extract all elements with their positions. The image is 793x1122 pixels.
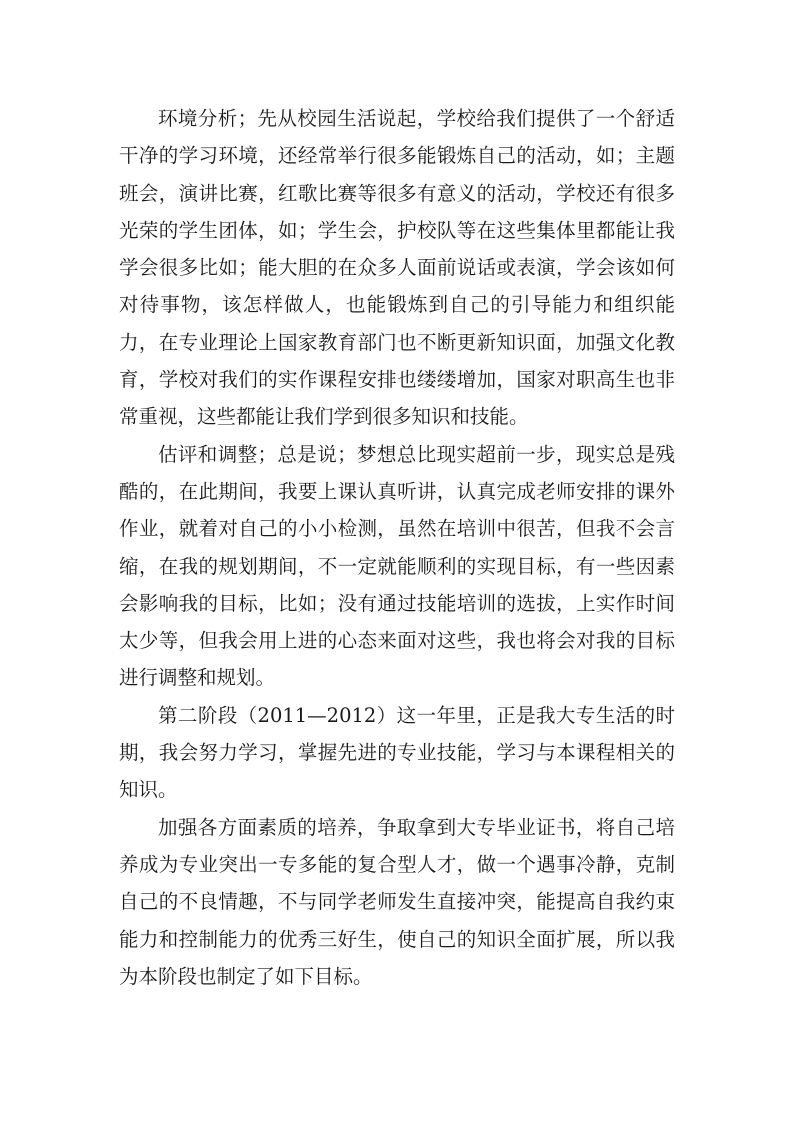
paragraph-quality-training: 加强各方面素质的培养，争取拿到大专毕业证书，将自己培养成为专业突出一专多能的复合型人才，做一个遇事冷静，克制自己的不良情趣，不与同学老师发生直接冲突，能提高自我约束能力和控制能力的优秀三好生，使自己的知识全面扩展，所以我为本阶段也制定了如下目标。 — [119, 815, 675, 988]
paragraph-evaluation-adjustment: 估评和调整；总是说；梦想总比现实超前一步，现实总是残酷的，在此期间，我要上课认真听讲，认真完成老师安排的课外作业，就着对自己的小小检测，虽然在培训中很苦，但我不会言缩，在我的规划期间，不一定就能顺利的实现目标，有一些因素会影响我的目标，比如；没有通过技能培训的选拔，上实作时间太少等，但我会用上进的心态来面对这些，我也将会对我的目标进行调整和规划。 — [119, 442, 675, 690]
paragraph-stage-two: 第二阶段（2011—2012）这一年里，正是我大专生活的时期，我会努力学习，掌握先进的专业技能，学习与本课程相关的知识。 — [119, 703, 675, 802]
document-body — [119, 100, 675, 995]
paragraph-environment-analysis: 环境分析；先从校园生活说起，学校给我们提供了一个舒适干净的学习环境，还经常举行很多能锻炼自己的活动，如；主题班会，演讲比赛，红歌比赛等很多有意义的活动，学校还有很多光荣的学生团体，如；学生会，护校队等在这些集体里都能让我学会很多比如；能大胆的在众多人面前说话或表演，学会该如何对待事物，该怎样做人，也能锻炼到自己的引导能力和组织能力，在专业理论上国家教育部门也不断更新知识面，加强文化教育，学校对我们的实作课程安排也缕缕增加，国家对职高生也非常重视，这些都能让我们学到很多知识和技能。 — [119, 107, 675, 429]
